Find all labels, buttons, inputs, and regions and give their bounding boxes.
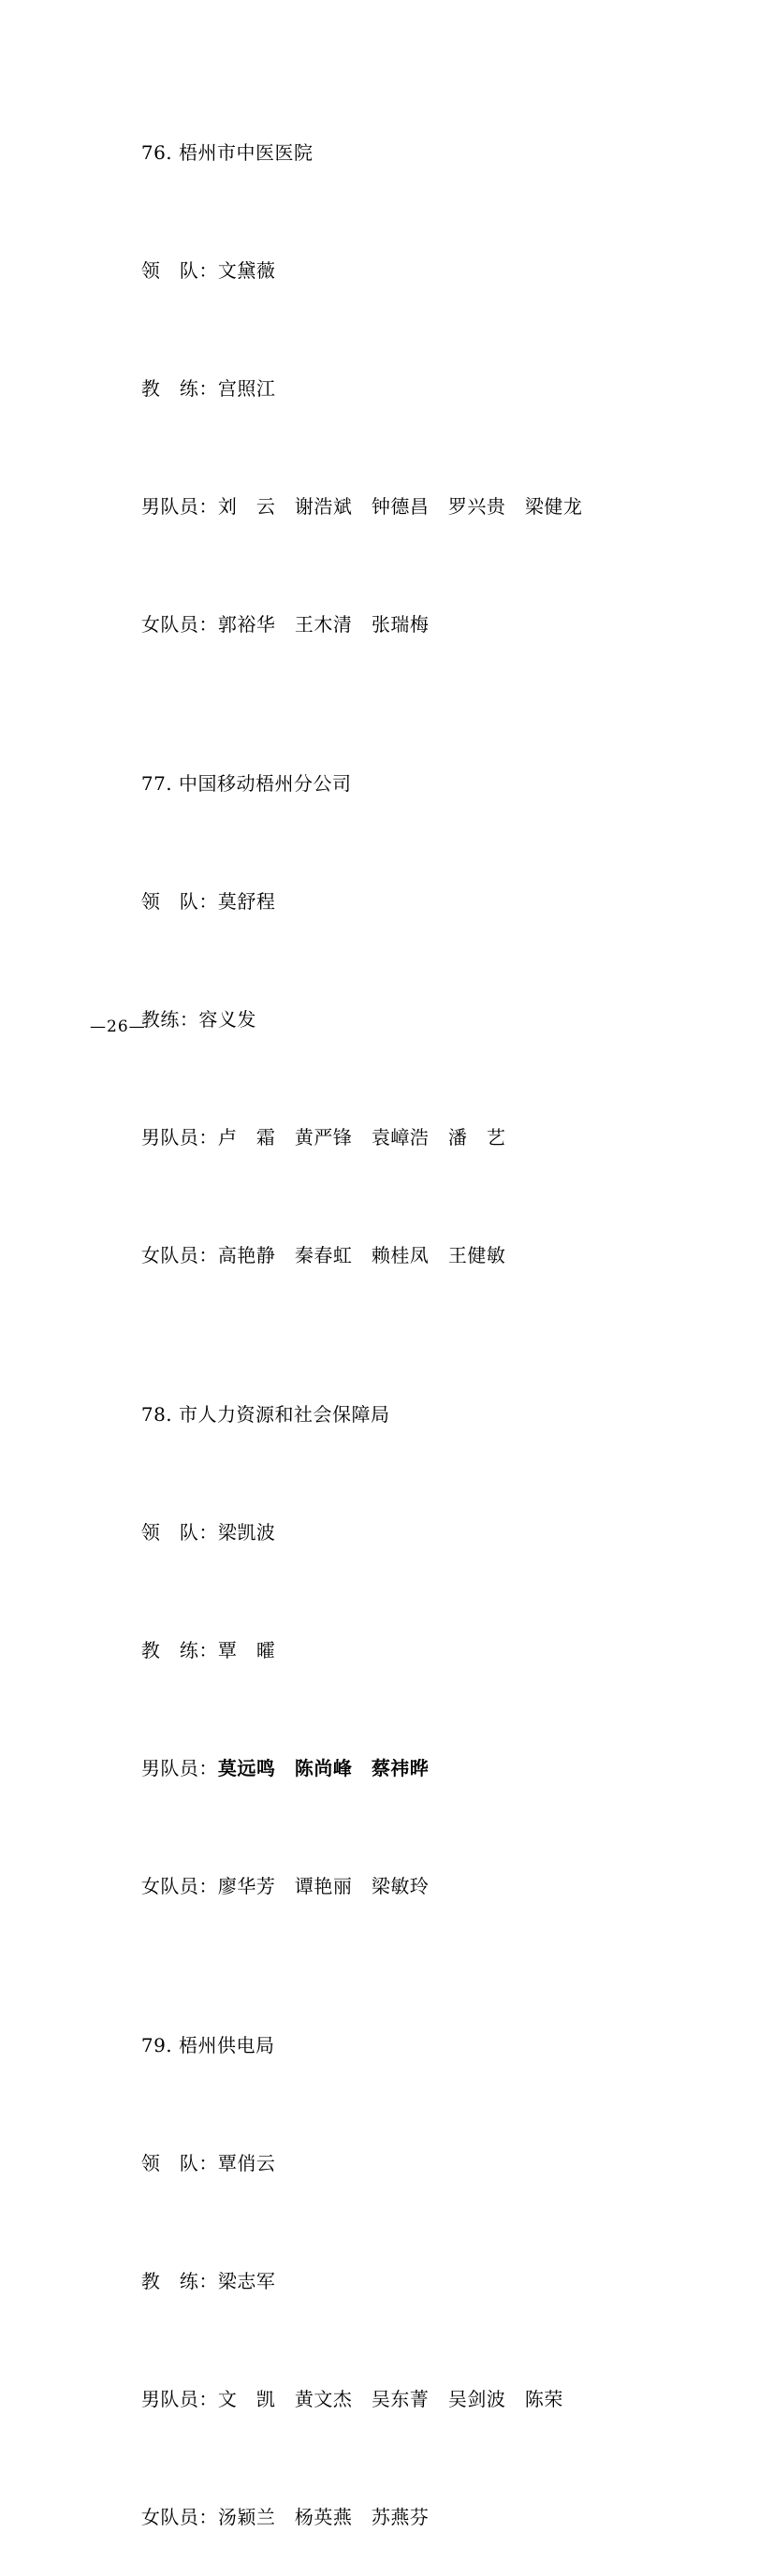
team-female-members-line [90,565,689,683]
male-members-names: 文 凯 黄文杰 吴东菁 吴剑波 陈荣 [217,2388,563,2410]
team-number: 79. [140,2034,173,2056]
team-name: 中国移动梧州分公司 [179,772,352,795]
team-coach-line [90,2222,689,2340]
team-male-members-line [90,1709,689,1827]
team-title [90,1986,689,2104]
team-male-members-line [90,1078,689,1196]
team-coach-line [90,960,689,1078]
female-members-names: 汤颖兰 杨英燕 苏燕芬 [217,2506,430,2528]
team-name: 梧州市中医医院 [179,141,314,164]
leader-label: 领 队： [140,890,218,913]
team-female-members-line [90,1196,689,1314]
leader-name: 文黛薇 [217,259,276,282]
female-members-names: 高艳静 秦春虹 赖桂凤 王健敏 [217,1244,506,1266]
coach-label: 教 练： [140,1639,218,1661]
coach-name: 容义发 [198,1008,256,1031]
female-members-label: 女队员： [140,1244,218,1266]
team-name: 梧州供电局 [179,2034,275,2056]
male-members-label: 男队员： [140,495,218,518]
male-members-label: 男队员： [140,1757,218,1779]
team-entry [90,1986,689,2576]
male-members-label: 男队员： [140,2388,218,2410]
team-male-members-line [90,2340,689,2458]
team-number: 78. [140,1403,173,1426]
leader-label: 领 队： [140,2152,218,2174]
coach-label: 教 练： [140,377,218,400]
female-members-names: 郭裕华 王木清 张瑞梅 [217,613,430,636]
team-leader-line [90,1473,689,1591]
coach-name: 覃 曤 [217,1639,276,1661]
coach-label: 教 练： [140,2270,218,2292]
team-title [90,94,689,212]
leader-name: 莫舒程 [217,890,276,913]
coach-name: 梁志军 [217,2270,276,2292]
team-name: 市人力资源和社会保障局 [179,1403,390,1426]
leader-name: 覃俏云 [217,2152,276,2174]
team-female-members-line [90,1827,689,1945]
leader-name: 梁凯波 [217,1521,276,1544]
team-entry [90,94,689,683]
male-members-names: 卢 霜 黄严锋 袁嶂浩 潘 艺 [217,1126,506,1149]
male-members-names: 莫远鸣 陈尚峰 蔡祎晔 [217,1757,430,1779]
coach-name: 宫照江 [217,377,276,400]
team-list [90,94,689,2576]
female-members-label: 女队员： [140,2506,218,2528]
team-title [90,724,689,842]
team-entry [90,724,689,1314]
team-entry [90,1355,689,1945]
leader-label: 领 队： [140,259,218,282]
team-title [90,1355,689,1473]
male-members-label: 男队员： [140,1126,218,1149]
female-members-label: 女队员： [140,613,218,636]
team-male-members-line [90,447,689,565]
female-members-label: 女队员： [140,1875,218,1897]
leader-label: 领 队： [140,1521,218,1544]
team-leader-line [90,842,689,960]
team-number: 76. [140,141,173,164]
page-number: —26— [90,1017,146,1036]
team-leader-line [90,212,689,329]
team-leader-line [90,2104,689,2222]
team-number: 77. [140,772,173,795]
coach-label: 教练： [140,1008,199,1031]
team-coach-line [90,1591,689,1709]
male-members-names: 刘 云 谢浩斌 钟德昌 罗兴贵 梁健龙 [217,495,583,518]
team-female-members-line [90,2458,689,2576]
female-members-names: 廖华芳 谭艳丽 梁敏玲 [217,1875,430,1897]
team-coach-line [90,329,689,447]
